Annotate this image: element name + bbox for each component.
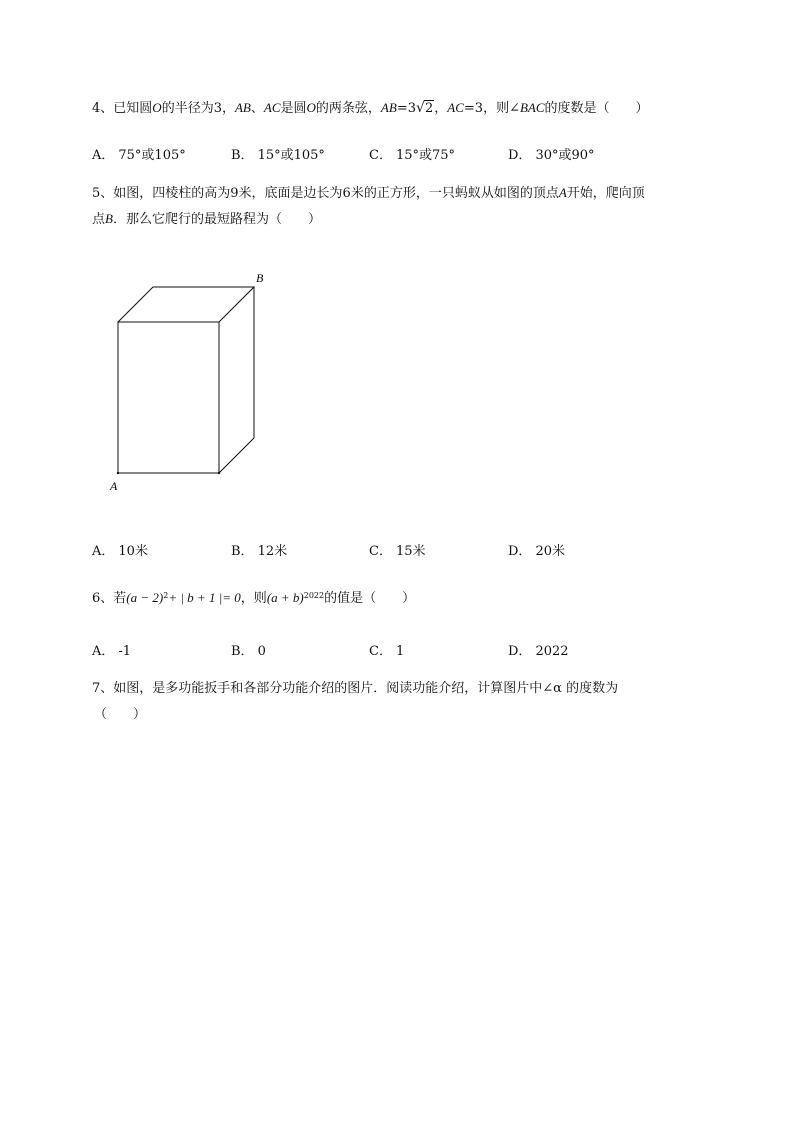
option-a[interactable]: A． 10米 (92, 544, 148, 559)
vertex-label-b: B (256, 271, 264, 285)
math-expression: (a + b) (266, 590, 304, 605)
question-7-stem-line2: （ ） (94, 707, 147, 722)
sqrt-expression: √ 2 (415, 100, 434, 116)
vertex-a-dot (117, 472, 119, 474)
prism-front-face (118, 322, 219, 473)
option-c[interactable]: C． 1 (369, 644, 405, 659)
option-d[interactable]: D． 2022 (508, 644, 569, 659)
question-5-stem-line2: 点B．那么它爬行的最短路程为（ ） (92, 211, 321, 227)
option-c[interactable]: C． 15°或75° (369, 148, 456, 163)
option-b[interactable]: B． 0 (231, 644, 266, 659)
option-d[interactable]: D． 30°或90° (508, 148, 595, 163)
prism-top-face (118, 287, 254, 322)
question-4-options (92, 144, 712, 164)
math-expression: + | b + 1 |= 0 (168, 590, 241, 605)
prism-figure (100, 265, 280, 500)
math-expression: (a − 2) (126, 590, 164, 605)
question-5-options (92, 540, 712, 560)
question-4-stem: 4、已知圆O的半径为3，AB、AC是圆O的两条弦，AB=3 √ 2，AC=3，则∠BAC的度数是（ ） (92, 95, 742, 122)
option-d[interactable]: D． 20米 (508, 544, 565, 559)
option-a[interactable]: A． 75°或105° (92, 148, 186, 163)
question-6-options (92, 640, 712, 660)
question-6-stem: 6、若$(a - 2)^2+$ | b + 1 |= 0，则$(a + b)^{2022}$的值是（ ） (92, 590, 416, 606)
question-5-stem-line1: 5、如图，四棱柱的高为9米，底面是边长为6米的正方形，一只蚂蚁从如图的顶点A开始，爬向顶 (92, 185, 645, 201)
vertex-front-bottom-dot (218, 472, 220, 474)
option-c[interactable]: C． 15米 (369, 544, 426, 559)
option-b[interactable]: B． 15°或105° (231, 148, 325, 163)
question-7-stem-line1: 7、如图，是多功能扳手和各部分功能介绍的图片．阅读功能介绍，计算图片中∠α 的度数为 (92, 681, 619, 696)
vertex-label-a: A (110, 479, 118, 493)
option-a[interactable]: A． -1 (92, 644, 132, 659)
option-b[interactable]: B． 12米 (231, 544, 288, 559)
prism-right-face (219, 287, 254, 473)
